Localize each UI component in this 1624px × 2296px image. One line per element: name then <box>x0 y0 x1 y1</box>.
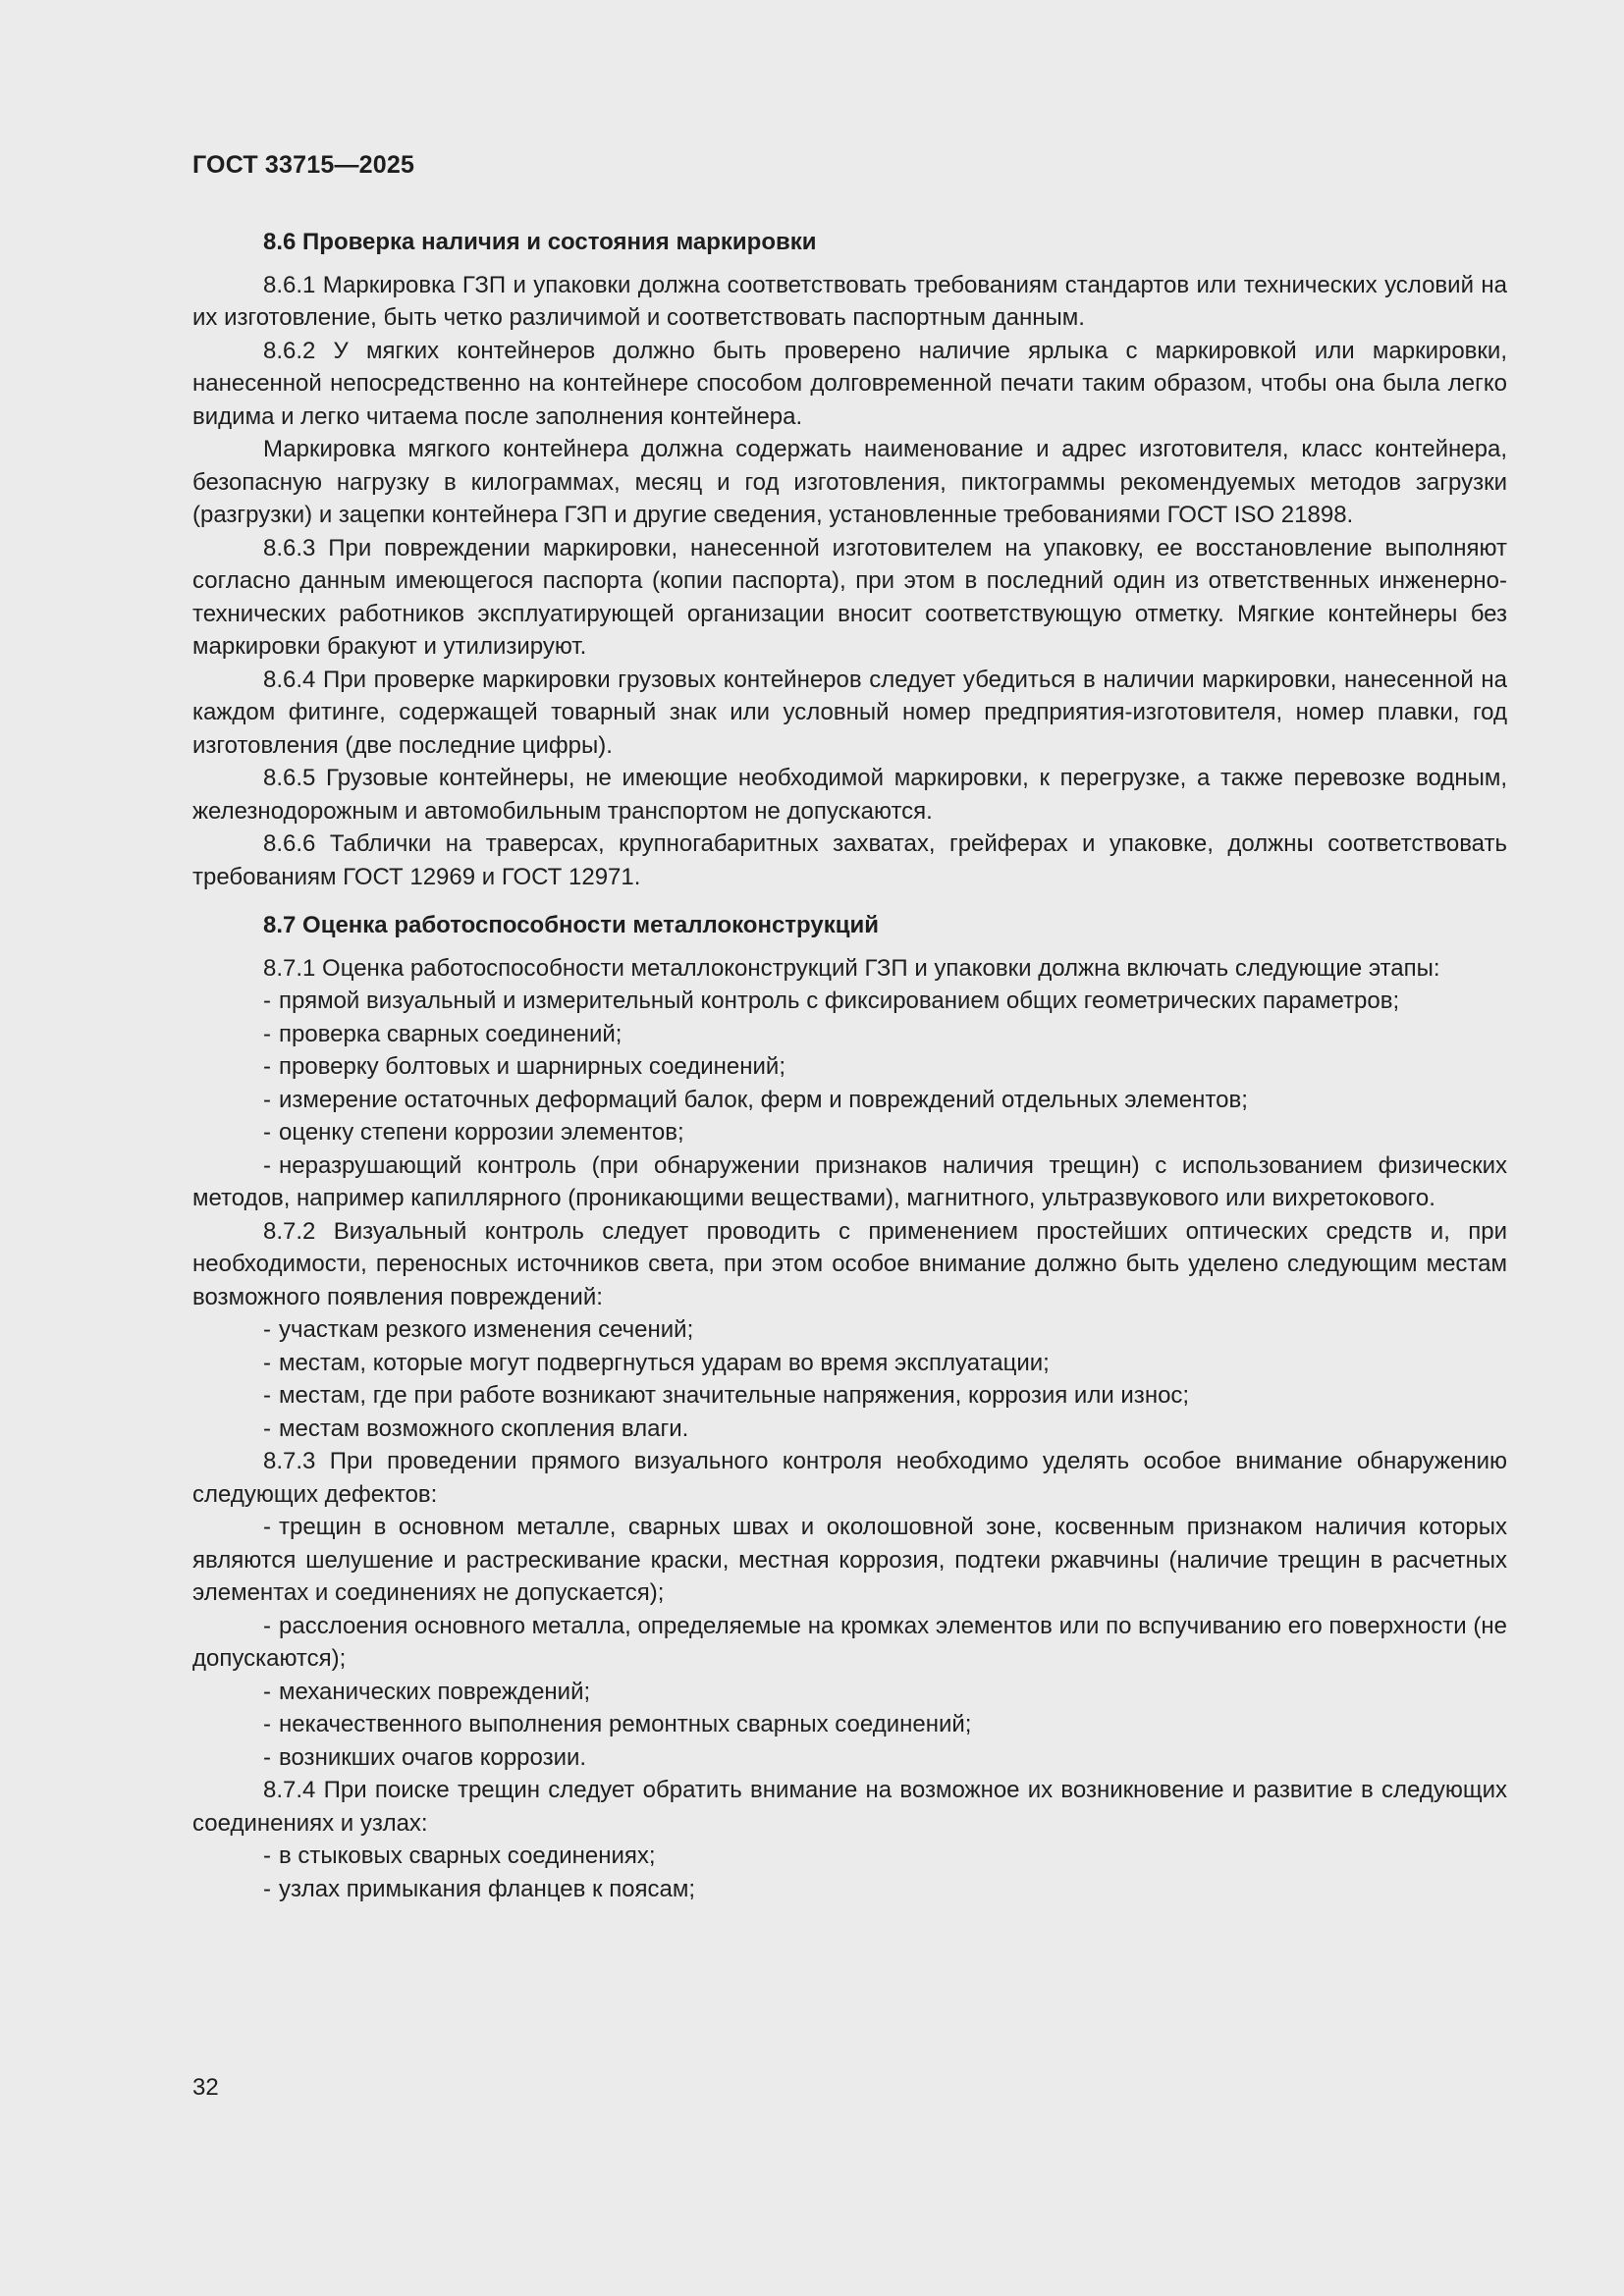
paragraph: 8.6.2 У мягких контейнеров должно быть проверено наличие ярлыка с маркировкой или маркировки, нанесенной непосредственно на контейнере способом долговременной печати таким образом, чтобы она была легко видима и легко читаема после заполнения контейнера. <box>192 337 1507 430</box>
section-8-6-content <box>192 269 1507 894</box>
list-item-text: возникших очагов коррозии. <box>279 1743 587 1771</box>
paragraph: 8.7.3 При проведении прямого визуального контроля необходимо уделять особое внимание обнаружению следующих дефектов: <box>192 1448 1507 1508</box>
list-item-text: местам, которые могут подвергнуться ударам во время эксплуатации; <box>279 1349 1050 1376</box>
list-item-text: местам возможного скопления влаги. <box>279 1415 689 1442</box>
list-dash: - <box>263 1119 271 1146</box>
list-item-text: расслоения основного металла, определяемые на кромках элементов или по вспучиванию его поверхности (не допускаются); <box>192 1612 1507 1672</box>
paragraph: Маркировка мягкого контейнера должна содержать наименование и адрес изготовителя, класс контейнера, безопасную нагрузку в килограммах, месяц и год изготовления, пиктограммы рекомендуемых методов загрузки (разгрузки) и зацепки контейнера ГЗП и другие сведения, установленные требованиями ГОСТ ISO 21898. <box>192 436 1507 528</box>
list-dash: - <box>263 1842 271 1869</box>
list-item-text: механических повреждений; <box>279 1678 591 1705</box>
list-dash: - <box>263 1514 271 1540</box>
paragraph: 8.6.6 Таблички на траверсах, крупногабаритных захватах, грейферах и упаковке, должны соответствовать требованиям ГОСТ 12969 и ГОСТ 12971. <box>192 830 1507 890</box>
list-item <box>192 1413 1507 1446</box>
list-item <box>192 1741 1507 1775</box>
paragraph: 8.6.3 При повреждении маркировки, нанесенной изготовителем на упаковку, ее восстановление выполняют согласно данным имеющегося паспорта (копии паспорта), при этом в последний один из ответственных инженерно-технических работников эксплуатирующей организации вносит соответствующую отметку. Мягкие контейнеры без маркировки бракуют и утилизируют. <box>192 534 1507 660</box>
list-dash: - <box>263 1678 271 1705</box>
list-item-text: неразрушающий контроль (при обнаружении признаков наличия трещин) с использованием физических методов, например капиллярного (проникающими веществами), магнитного, ультразвукового или вихретокового. <box>192 1151 1507 1211</box>
list-item <box>192 1347 1507 1380</box>
list-dash: - <box>263 1875 271 1902</box>
list-item <box>192 1084 1507 1117</box>
list-item <box>192 1610 1507 1676</box>
paragraph: 8.6.5 Грузовые контейнеры, не имеющие необходимой маркировки, к перегрузке, а также перевозке водным, железнодорожным и автомобильным транспортом не допускаются. <box>192 765 1507 825</box>
section-heading-8-6: 8.6 Проверка наличия и состояния маркировки <box>263 229 817 255</box>
section-8-7-content <box>192 952 1507 1906</box>
list-item <box>192 1873 1507 1906</box>
list-item-text: трещин в основном металле, сварных швах и околошовной зоне, косвенным признаком наличия которых являются шелушение и растрескивание краски, местная коррозия, подтеки ржавчины (наличие трещин в расчетных элементах и соединениях не допускается); <box>192 1514 1507 1606</box>
list-dash: - <box>263 1316 271 1343</box>
list-dash: - <box>263 1415 271 1442</box>
list-item <box>192 1511 1507 1610</box>
list-item <box>192 1313 1507 1347</box>
list-item-text: узлах примыкания фланцев к поясам; <box>279 1875 696 1902</box>
paragraph: 8.6.1 Маркировка ГЗП и упаковки должна соответствовать требованиям стандартов или технических условий на их изготовление, быть четко различимой и соответствовать паспортным данным. <box>192 271 1507 331</box>
list-dash: - <box>263 988 271 1014</box>
list-item-text: в стыковых сварных соединениях; <box>279 1842 656 1869</box>
list-item-text: измерение остаточных деформаций балок, ферм и повреждений отдельных элементов; <box>279 1086 1248 1113</box>
list-item-text: местам, где при работе возникают значительные напряжения, коррозия или износ; <box>279 1382 1190 1409</box>
document-header: ГОСТ 33715—2025 <box>192 151 415 179</box>
list-dash: - <box>263 1743 271 1771</box>
list-item <box>192 1676 1507 1709</box>
list-item-text: прямой визуальный и измерительный контроль с фиксированием общих геометрических параметров; <box>279 988 1400 1014</box>
list-dash: - <box>263 1612 271 1639</box>
list-item <box>192 1050 1507 1084</box>
list-item <box>192 1840 1507 1873</box>
list-item-text: участкам резкого изменения сечений; <box>279 1316 694 1343</box>
section-heading-8-7: 8.7 Оценка работоспособности металлоконструкций <box>263 912 880 938</box>
list-dash: - <box>263 1086 271 1113</box>
paragraph: 8.7.1 Оценка работоспособности металлоконструкций ГЗП и упаковки должна включать следующие этапы: <box>263 954 1440 982</box>
list-item <box>192 1018 1507 1051</box>
list-dash: - <box>263 1020 271 1047</box>
list-item-text: оценку степени коррозии элементов; <box>279 1119 684 1146</box>
list-dash: - <box>263 1349 271 1376</box>
paragraph: 8.7.2 Визуальный контроль следует проводить с применением простейших оптических средств и, при необходимости, переносных источников света, при этом особое внимание должно быть уделено следующим местам возможного появления повреждений: <box>192 1217 1507 1310</box>
paragraph: 8.6.4 При проверке маркировки грузовых контейнеров следует убедиться в наличии маркировки, нанесенной на каждом фитинге, содержащей товарный знак или условный номер предприятия-изготовителя, номер плавки, год изготовления (две последние цифры). <box>192 666 1507 759</box>
list-dash: - <box>263 1711 271 1737</box>
list-dash: - <box>263 1053 271 1080</box>
list-item-text: проверка сварных соединений; <box>279 1020 623 1047</box>
paragraph: 8.7.4 При поиске трещин следует обратить внимание на возможное их возникновение и развитие в следующих соединениях и узлах: <box>192 1777 1507 1837</box>
list-item <box>192 1149 1507 1215</box>
list-item-text: некачественного выполнения ремонтных сварных соединений; <box>279 1711 972 1737</box>
document-body <box>192 226 1507 1905</box>
list-item <box>192 1116 1507 1149</box>
list-item-text: проверку болтовых и шарнирных соединений; <box>279 1053 785 1080</box>
list-item <box>192 1379 1507 1413</box>
list-item <box>192 1708 1507 1741</box>
list-dash: - <box>263 1151 271 1179</box>
page-number: 32 <box>192 2074 219 2101</box>
list-item <box>192 985 1507 1018</box>
list-dash: - <box>263 1382 271 1409</box>
